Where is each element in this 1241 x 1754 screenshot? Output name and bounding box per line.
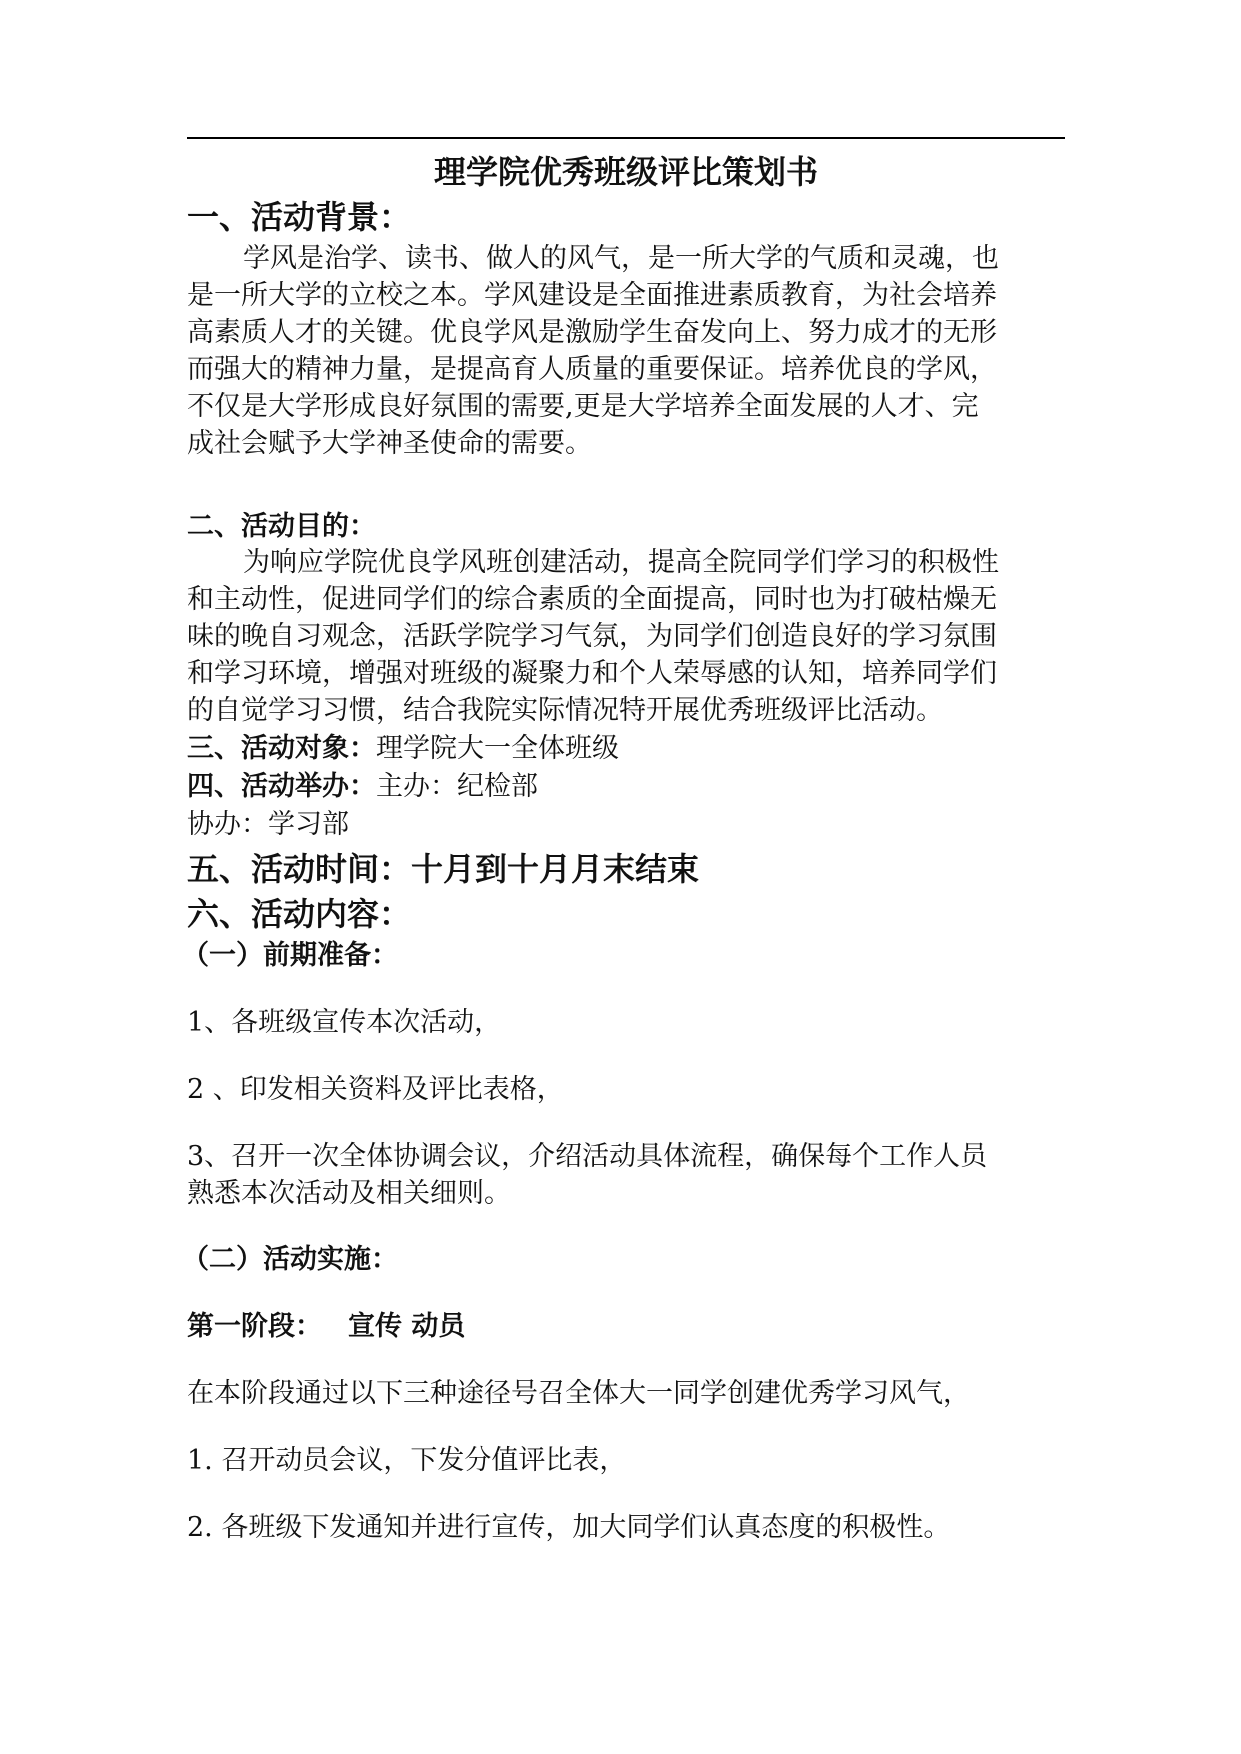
impl-heading: （二）活动实施： xyxy=(182,1244,398,1275)
stage1-label: 第一阶段： xyxy=(187,1311,322,1342)
paragraph-line: 的自觉学习习惯，结合我院实际情况特开展优秀班级评比活动。 xyxy=(187,695,943,726)
section-target xyxy=(187,730,619,768)
paragraph-line: 和主动性，促进同学们的综合素质的全面提高，同时也为打破枯燥无 xyxy=(187,584,997,615)
stage1-point-1: 1. 召开动员会议，下发分值评比表， xyxy=(187,1445,627,1476)
paragraph-line: 为响应学院优良学风班创建活动，提高全院同学们学习的积极性 xyxy=(243,547,999,578)
paragraph-line: 和学习环境，增强对班级的凝聚力和个人荣辱感的认知，培养同学们 xyxy=(187,658,997,689)
section-background-paragraph xyxy=(187,240,1065,462)
paragraph-line: 味的晚自习观念，活跃学院学习气氛，为同学们创造良好的学习氛围 xyxy=(187,621,997,652)
paragraph-line: 学风是治学、读书、做人的风气，是一所大学的气质和灵魂，也 xyxy=(243,243,999,274)
paragraph-line: 熟悉本次活动及相关细则。 xyxy=(187,1178,511,1209)
section-purpose-paragraph xyxy=(187,544,1065,729)
section-content-heading: 六、活动内容： xyxy=(187,895,412,933)
paragraph-line: 高素质人才的关键。优良学风是激励学生奋发向上、努力成才的无形 xyxy=(187,317,997,348)
stage1-part-b: 动员 xyxy=(411,1311,466,1342)
document-title: 理学院优秀班级评比策划书 xyxy=(433,153,818,191)
section-time-heading: 五、活动时间：十月到十月月末结束 xyxy=(187,850,700,888)
section-organizer xyxy=(187,768,538,806)
paragraph-line: 而强大的精神力量，是提高育人质量的重要保证。培养优良的学风， xyxy=(187,354,997,385)
paragraph-line: 3、召开一次全体协调会议，介绍活动具体流程，确保每个工作人员 xyxy=(187,1141,988,1172)
stage1-part-a: 宣传 xyxy=(348,1311,402,1342)
paragraph-line: 不仅是大学形成良好氛围的需要,更是大学培养全面发展的人才、完 xyxy=(187,391,979,422)
header-rule xyxy=(187,137,1065,139)
organizer-host: 主办：纪检部 xyxy=(376,771,538,802)
prep-item-1: 1、各班级宣传本次活动， xyxy=(187,1007,502,1038)
prep-item-2: 2 、印发相关资料及评比表格， xyxy=(187,1074,564,1105)
organizer-co-host: 协办：学习部 xyxy=(187,809,349,840)
paragraph-line: 是一所大学的立校之本。学风建设是全面推进素质教育，为社会培养 xyxy=(187,280,997,311)
section-purpose-heading: 二、活动目的： xyxy=(187,511,376,542)
section-target-value: 理学院大一全体班级 xyxy=(376,733,619,764)
section-organizer-label: 四、活动举办： xyxy=(187,771,376,802)
prep-heading: （一）前期准备： xyxy=(182,940,398,971)
prep-item-3 xyxy=(187,1138,1065,1212)
stage1-heading xyxy=(187,1308,465,1346)
paragraph-line: 成社会赋予大学神圣使命的需要。 xyxy=(187,428,592,459)
section-background-heading: 一、活动背景： xyxy=(187,198,412,236)
stage1-point-2: 2. 各班级下发通知并进行宣传，加大同学们认真态度的积极性。 xyxy=(187,1512,951,1543)
stage1-intro: 在本阶段通过以下三种途径号召全体大一同学创建优秀学习风气， xyxy=(187,1378,970,1409)
section-target-label: 三、活动对象： xyxy=(187,733,376,764)
